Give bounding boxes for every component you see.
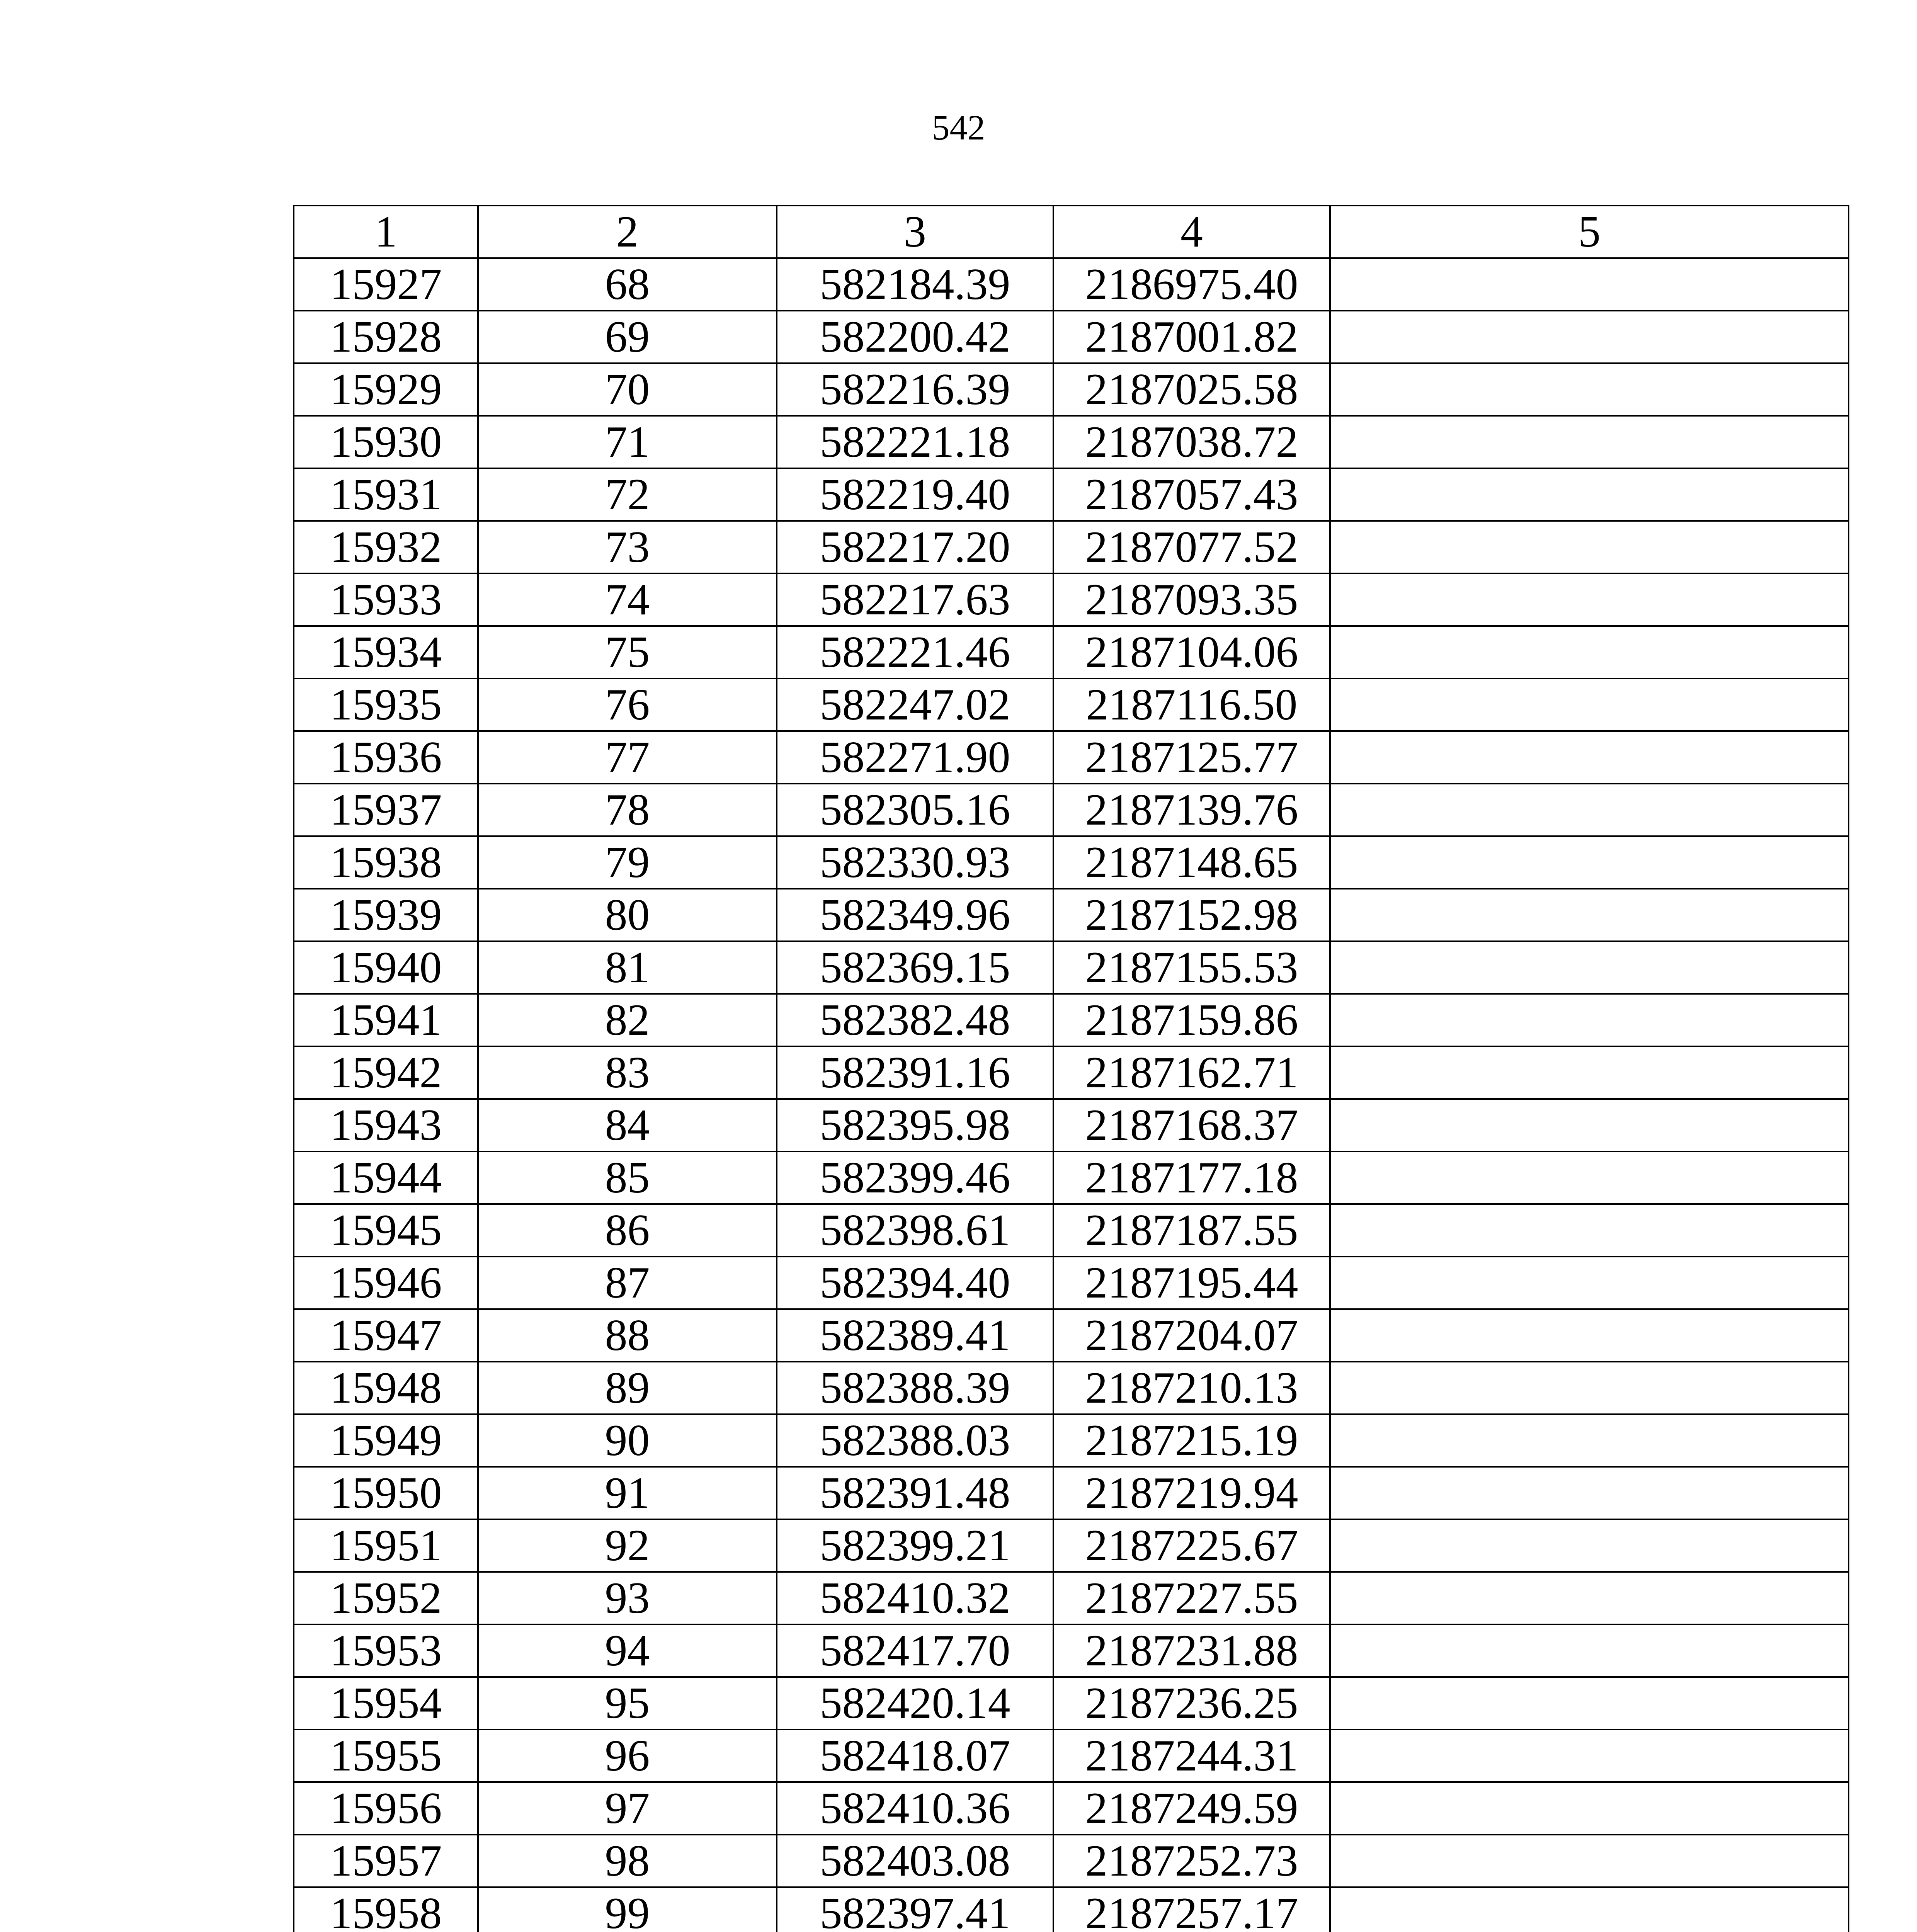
cell-point-number: 76 (478, 679, 777, 731)
cell-note (1330, 1414, 1849, 1467)
cell-sequence-number: 15950 (294, 1467, 478, 1519)
cell-note (1330, 1204, 1849, 1257)
table-row (294, 468, 1849, 521)
table-row (294, 1677, 1849, 1730)
cell-coordinate-x: 582184.39 (777, 258, 1053, 311)
cell-point-number: 70 (478, 363, 777, 416)
cell-coordinate-y: 2187057.43 (1053, 468, 1330, 521)
cell-sequence-number: 15957 (294, 1835, 478, 1887)
cell-coordinate-x: 582395.98 (777, 1099, 1053, 1151)
cell-coordinate-y: 2187244.31 (1053, 1730, 1330, 1782)
cell-coordinate-x: 582271.90 (777, 731, 1053, 784)
header-row (294, 206, 1849, 258)
cell-sequence-number: 15954 (294, 1677, 478, 1730)
cell-coordinate-y: 2187125.77 (1053, 731, 1330, 784)
cell-coordinate-x: 582382.48 (777, 994, 1053, 1046)
cell-note (1330, 1467, 1849, 1519)
cell-note (1330, 468, 1849, 521)
cell-sequence-number: 15952 (294, 1572, 478, 1624)
cell-point-number: 97 (478, 1782, 777, 1835)
table-row (294, 1099, 1849, 1151)
header-cell: 2 (478, 206, 777, 258)
cell-point-number: 88 (478, 1309, 777, 1362)
cell-coordinate-x: 582221.18 (777, 416, 1053, 468)
cell-sequence-number: 15932 (294, 521, 478, 573)
table-row (294, 1519, 1849, 1572)
table-body (294, 258, 1849, 1932)
cell-coordinate-x: 582410.36 (777, 1782, 1053, 1835)
cell-coordinate-y: 2187215.19 (1053, 1414, 1330, 1467)
cell-sequence-number: 15949 (294, 1414, 478, 1467)
cell-sequence-number: 15943 (294, 1099, 478, 1151)
cell-coordinate-x: 582349.96 (777, 889, 1053, 941)
cell-coordinate-y: 2187148.65 (1053, 836, 1330, 889)
cell-note (1330, 1046, 1849, 1099)
cell-note (1330, 836, 1849, 889)
cell-point-number: 84 (478, 1099, 777, 1151)
cell-sequence-number: 15948 (294, 1362, 478, 1414)
table-row (294, 363, 1849, 416)
cell-note (1330, 1362, 1849, 1414)
table-row (294, 1362, 1849, 1414)
cell-coordinate-y: 2187236.25 (1053, 1677, 1330, 1730)
cell-coordinate-y: 2187077.52 (1053, 521, 1330, 573)
cell-note (1330, 941, 1849, 994)
cell-coordinate-y: 2187219.94 (1053, 1467, 1330, 1519)
cell-coordinate-y: 2187249.59 (1053, 1782, 1330, 1835)
header-cell: 5 (1330, 206, 1849, 258)
table-row (294, 994, 1849, 1046)
cell-point-number: 89 (478, 1362, 777, 1414)
cell-coordinate-x: 582221.46 (777, 626, 1053, 679)
cell-sequence-number: 15956 (294, 1782, 478, 1835)
cell-sequence-number: 15945 (294, 1204, 478, 1257)
cell-point-number: 83 (478, 1046, 777, 1099)
cell-sequence-number: 15927 (294, 258, 478, 311)
page-number: 542 (932, 108, 985, 147)
cell-sequence-number: 15947 (294, 1309, 478, 1362)
cell-coordinate-y: 2187195.44 (1053, 1257, 1330, 1309)
cell-note (1330, 1782, 1849, 1835)
cell-coordinate-y: 2187116.50 (1053, 679, 1330, 731)
cell-point-number: 94 (478, 1624, 777, 1677)
cell-sequence-number: 15944 (294, 1151, 478, 1204)
cell-point-number: 73 (478, 521, 777, 573)
table-row (294, 1046, 1849, 1099)
cell-coordinate-y: 2187155.53 (1053, 941, 1330, 994)
cell-coordinate-y: 2187104.06 (1053, 626, 1330, 679)
cell-coordinate-x: 582389.41 (777, 1309, 1053, 1362)
cell-coordinate-y: 2187231.88 (1053, 1624, 1330, 1677)
cell-coordinate-x: 582410.32 (777, 1572, 1053, 1624)
table-row (294, 1887, 1849, 1932)
cell-point-number: 69 (478, 311, 777, 363)
cell-sequence-number: 15935 (294, 679, 478, 731)
cell-sequence-number: 15936 (294, 731, 478, 784)
table-row (294, 573, 1849, 626)
cell-coordinate-y: 2187025.58 (1053, 363, 1330, 416)
cell-point-number: 82 (478, 994, 777, 1046)
cell-coordinate-y: 2187225.67 (1053, 1519, 1330, 1572)
cell-note (1330, 1519, 1849, 1572)
cell-coordinate-y: 2187159.86 (1053, 994, 1330, 1046)
cell-sequence-number: 15939 (294, 889, 478, 941)
table-row (294, 258, 1849, 311)
cell-sequence-number: 15930 (294, 416, 478, 468)
cell-point-number: 85 (478, 1151, 777, 1204)
cell-sequence-number: 15937 (294, 784, 478, 836)
cell-note (1330, 1572, 1849, 1624)
cell-note (1330, 1677, 1849, 1730)
table-row (294, 1151, 1849, 1204)
cell-note (1330, 889, 1849, 941)
cell-coordinate-x: 582388.03 (777, 1414, 1053, 1467)
cell-coordinate-y: 2187152.98 (1053, 889, 1330, 941)
cell-coordinate-x: 582219.40 (777, 468, 1053, 521)
cell-point-number: 68 (478, 258, 777, 311)
cell-sequence-number: 15940 (294, 941, 478, 994)
cell-coordinate-x: 582388.39 (777, 1362, 1053, 1414)
table-row (294, 679, 1849, 731)
cell-coordinate-y: 2187187.55 (1053, 1204, 1330, 1257)
table-row (294, 1730, 1849, 1782)
table-row (294, 889, 1849, 941)
cell-note (1330, 679, 1849, 731)
cell-note (1330, 1730, 1849, 1782)
cell-coordinate-x: 582369.15 (777, 941, 1053, 994)
cell-point-number: 78 (478, 784, 777, 836)
coordinates-table (293, 205, 1849, 1932)
cell-sequence-number: 15955 (294, 1730, 478, 1782)
cell-sequence-number: 15929 (294, 363, 478, 416)
cell-note (1330, 1151, 1849, 1204)
cell-coordinate-x: 582399.21 (777, 1519, 1053, 1572)
cell-point-number: 86 (478, 1204, 777, 1257)
cell-coordinate-x: 582391.16 (777, 1046, 1053, 1099)
cell-sequence-number: 15933 (294, 573, 478, 626)
cell-coordinate-y: 2186975.40 (1053, 258, 1330, 311)
cell-point-number: 91 (478, 1467, 777, 1519)
cell-coordinate-y: 2187168.37 (1053, 1099, 1330, 1151)
header-cell: 1 (294, 206, 478, 258)
table-row (294, 311, 1849, 363)
cell-coordinate-x: 582330.93 (777, 836, 1053, 889)
cell-coordinate-x: 582418.07 (777, 1730, 1053, 1782)
cell-point-number: 98 (478, 1835, 777, 1887)
table-row (294, 1572, 1849, 1624)
header-cell: 3 (777, 206, 1053, 258)
cell-note (1330, 573, 1849, 626)
cell-point-number: 80 (478, 889, 777, 941)
cell-coordinate-y: 2187038.72 (1053, 416, 1330, 468)
table-row (294, 626, 1849, 679)
cell-coordinate-y: 2187227.55 (1053, 1572, 1330, 1624)
cell-sequence-number: 15946 (294, 1257, 478, 1309)
cell-sequence-number: 15958 (294, 1887, 478, 1932)
cell-point-number: 90 (478, 1414, 777, 1467)
cell-coordinate-x: 582398.61 (777, 1204, 1053, 1257)
cell-coordinate-y: 2187162.71 (1053, 1046, 1330, 1099)
cell-coordinate-x: 582200.42 (777, 311, 1053, 363)
cell-coordinate-x: 582217.20 (777, 521, 1053, 573)
cell-coordinate-y: 2187252.73 (1053, 1835, 1330, 1887)
table-row (294, 784, 1849, 836)
cell-point-number: 95 (478, 1677, 777, 1730)
cell-sequence-number: 15931 (294, 468, 478, 521)
cell-note (1330, 363, 1849, 416)
table-row (294, 836, 1849, 889)
cell-sequence-number: 15934 (294, 626, 478, 679)
cell-note (1330, 258, 1849, 311)
table-row (294, 1467, 1849, 1519)
header-cell: 4 (1053, 206, 1330, 258)
cell-sequence-number: 15941 (294, 994, 478, 1046)
cell-sequence-number: 15928 (294, 311, 478, 363)
cell-coordinate-y: 2187210.13 (1053, 1362, 1330, 1414)
cell-point-number: 77 (478, 731, 777, 784)
cell-point-number: 72 (478, 468, 777, 521)
cell-note (1330, 311, 1849, 363)
cell-coordinate-x: 582391.48 (777, 1467, 1053, 1519)
cell-coordinate-x: 582217.63 (777, 573, 1053, 626)
table-row (294, 1624, 1849, 1677)
cell-note (1330, 1624, 1849, 1677)
cell-coordinate-x: 582247.02 (777, 679, 1053, 731)
cell-point-number: 79 (478, 836, 777, 889)
cell-coordinate-x: 582403.08 (777, 1835, 1053, 1887)
cell-coordinate-x: 582420.14 (777, 1677, 1053, 1730)
cell-coordinate-y: 2187093.35 (1053, 573, 1330, 626)
cell-coordinate-x: 582216.39 (777, 363, 1053, 416)
cell-sequence-number: 15953 (294, 1624, 478, 1677)
table-row (294, 1204, 1849, 1257)
cell-sequence-number: 15942 (294, 1046, 478, 1099)
table-row (294, 1414, 1849, 1467)
cell-note (1330, 731, 1849, 784)
cell-point-number: 81 (478, 941, 777, 994)
cell-point-number: 92 (478, 1519, 777, 1572)
table-row (294, 416, 1849, 468)
table-row (294, 521, 1849, 573)
cell-coordinate-y: 2187139.76 (1053, 784, 1330, 836)
table-row (294, 1835, 1849, 1887)
cell-coordinate-y: 2187001.82 (1053, 311, 1330, 363)
cell-coordinate-y: 2187177.18 (1053, 1151, 1330, 1204)
cell-note (1330, 1887, 1849, 1932)
cell-point-number: 71 (478, 416, 777, 468)
cell-coordinate-x: 582305.16 (777, 784, 1053, 836)
cell-note (1330, 1099, 1849, 1151)
cell-note (1330, 416, 1849, 468)
cell-note (1330, 626, 1849, 679)
cell-point-number: 74 (478, 573, 777, 626)
cell-point-number: 87 (478, 1257, 777, 1309)
cell-coordinate-x: 582417.70 (777, 1624, 1053, 1677)
cell-coordinate-x: 582397.41 (777, 1887, 1053, 1932)
cell-note (1330, 994, 1849, 1046)
cell-point-number: 75 (478, 626, 777, 679)
cell-sequence-number: 15938 (294, 836, 478, 889)
table-row (294, 731, 1849, 784)
cell-coordinate-x: 582394.40 (777, 1257, 1053, 1309)
cell-note (1330, 784, 1849, 836)
cell-point-number: 96 (478, 1730, 777, 1782)
table-row (294, 1309, 1849, 1362)
cell-coordinate-y: 2187204.07 (1053, 1309, 1330, 1362)
table-row (294, 1782, 1849, 1835)
cell-point-number: 99 (478, 1887, 777, 1932)
cell-coordinate-y: 2187257.17 (1053, 1887, 1330, 1932)
cell-coordinate-x: 582399.46 (777, 1151, 1053, 1204)
cell-note (1330, 1835, 1849, 1887)
table-row (294, 1257, 1849, 1309)
cell-note (1330, 521, 1849, 573)
cell-note (1330, 1309, 1849, 1362)
table-row (294, 941, 1849, 994)
cell-note (1330, 1257, 1849, 1309)
cell-point-number: 93 (478, 1572, 777, 1624)
table-header (294, 206, 1849, 258)
cell-sequence-number: 15951 (294, 1519, 478, 1572)
